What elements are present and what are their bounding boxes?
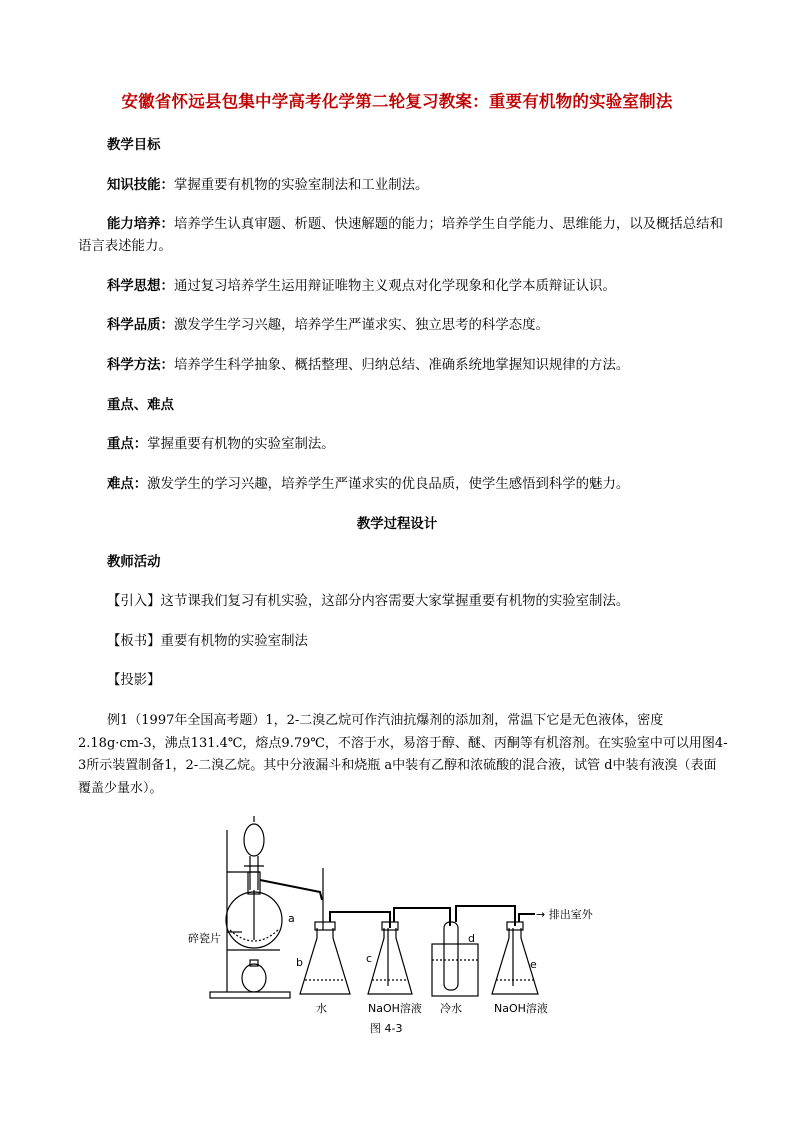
quality-text: 激发学生学习兴趣，培养学生严谨求实、独立思考的科学态度。 (173, 318, 549, 333)
ability-training (78, 214, 723, 258)
knowledge-label: 知识技能： (107, 178, 174, 193)
objectives-heading: 教学目标 (107, 138, 161, 153)
label-naoh-1: NaOH溶液 (368, 1002, 422, 1015)
label-c: c (366, 952, 373, 965)
ability-text: 培养学生认真审题、析题、快速解题的能力；培养学生自学能力、思维能力，以及概括总结和语言表述能力。 (78, 217, 723, 254)
example-paragraph: 例1（1997年全国高考题）1，2-二溴乙烷可作汽油抗爆剂的添加剂，常温下它是无色液体，密度2.18g·cm-3，沸点131.4℃，熔点9.79℃，不溶于水，易溶于醇、醚、丙酮等有机溶剂。在实验室中可以用图4-3所示装置制备1，2-二溴乙烷。其中分液漏斗和烧瓶 a中装有乙醇和浓硫酸的混合液，试管 d中装有液溴（表面覆盖少量水）。 (78, 713, 728, 796)
label-a: a (288, 912, 295, 925)
label-water: 水 (316, 1002, 327, 1015)
intro-paragraph: 【引入】这节课我们复习有机实验，这部分内容需要大家掌握重要有机物的实验室制法。 (107, 594, 630, 609)
key-heading: 重点、难点 (107, 398, 174, 413)
quality-label: 科学品质： (107, 318, 174, 333)
label-e: e (530, 958, 537, 971)
label-d: d (468, 932, 475, 945)
thinking-label: 科学思想： (107, 279, 174, 294)
label-exhaust: → 排出室外 (536, 908, 593, 921)
key-point (107, 434, 727, 456)
key-point-label: 重点： (107, 437, 148, 452)
thinking-text: 通过复习培养学生运用辩证唯物主义观点对化学现象和化学本质辩证认识。 (173, 279, 616, 294)
figure-caption: 图 4-3 (370, 1022, 403, 1035)
difficult-point (107, 474, 727, 496)
label-naoh-2: NaOH溶液 (494, 1002, 548, 1015)
ability-label: 能力培养： (107, 217, 174, 232)
key-point-text: 掌握重要有机物的实验室制法。 (147, 437, 335, 452)
scientific-quality (107, 315, 727, 337)
difficult-point-label: 难点： (107, 477, 148, 492)
method-label: 科学方法： (107, 358, 174, 373)
scientific-thinking (107, 276, 727, 298)
label-b: b (296, 956, 303, 969)
teacher-heading: 教师活动 (107, 555, 161, 570)
process-heading: 教学过程设计 (356, 517, 438, 532)
knowledge-text: 掌握重要有机物的实验室制法和工业制法。 (173, 178, 429, 193)
label-cold-water: 冷水 (440, 1002, 462, 1015)
projection-paragraph: 【投影】 (107, 673, 161, 688)
scientific-method (107, 355, 727, 377)
document-title: 安徽省怀远县包集中学高考化学第二轮复习教案：重要有机物的实验室制法 (121, 92, 673, 111)
board-paragraph: 【板书】重要有机物的实验室制法 (107, 634, 308, 649)
method-text: 培养学生科学抽象、概括整理、归纳总结、准确系统地掌握知识规律的方法。 (173, 358, 630, 373)
label-broken-porcelain: 碎瓷片 (188, 932, 221, 945)
apparatus-figure (180, 810, 620, 1040)
knowledge-skills (107, 175, 727, 197)
difficult-point-text: 激发学生的学习兴趣，培养学生严谨求实的优良品质，使学生感悟到科学的魅力。 (147, 477, 630, 492)
